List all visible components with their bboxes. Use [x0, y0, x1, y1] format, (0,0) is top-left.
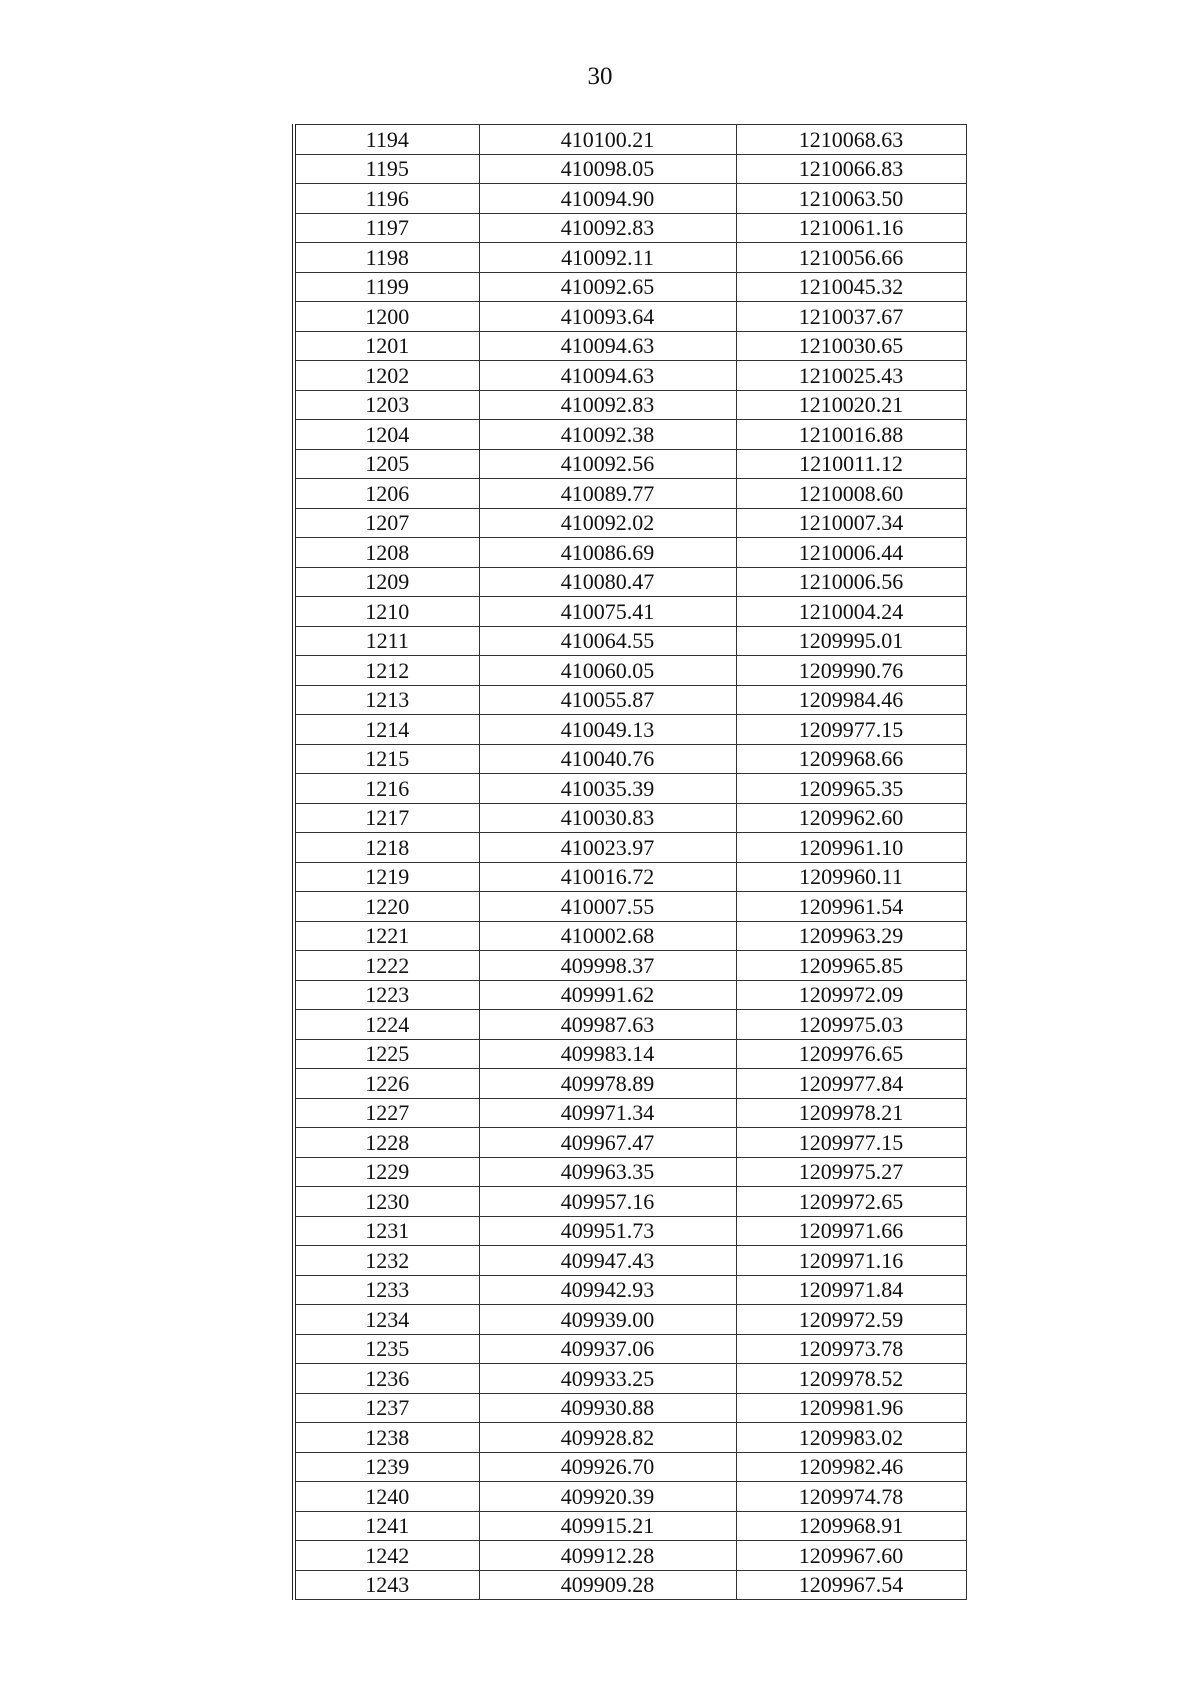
- point-number-cell: 1211: [294, 626, 479, 656]
- x-coordinate-cell: 409937.06: [479, 1334, 736, 1364]
- x-coordinate-cell: 410023.97: [479, 833, 736, 863]
- table-row: [294, 302, 966, 332]
- table-row: [294, 184, 966, 214]
- y-coordinate-cell: 1209978.21: [736, 1098, 966, 1128]
- y-coordinate-cell: 1209960.11: [736, 862, 966, 892]
- table-row: [294, 715, 966, 745]
- table-row: [294, 1541, 966, 1571]
- point-number-cell: 1231: [294, 1216, 479, 1246]
- x-coordinate-cell: 410092.38: [479, 420, 736, 450]
- y-coordinate-cell: 1209972.65: [736, 1187, 966, 1217]
- y-coordinate-cell: 1209990.76: [736, 656, 966, 686]
- point-number-cell: 1230: [294, 1187, 479, 1217]
- point-number-cell: 1200: [294, 302, 479, 332]
- point-number-cell: 1225: [294, 1039, 479, 1069]
- x-coordinate-cell: 410094.90: [479, 184, 736, 214]
- y-coordinate-cell: 1209965.35: [736, 774, 966, 804]
- x-coordinate-cell: 410086.69: [479, 538, 736, 568]
- point-number-cell: 1242: [294, 1541, 479, 1571]
- y-coordinate-cell: 1209975.03: [736, 1010, 966, 1040]
- table-row: [294, 1482, 966, 1512]
- x-coordinate-cell: 409998.37: [479, 951, 736, 981]
- table-row: [294, 1570, 966, 1600]
- y-coordinate-cell: 1209968.91: [736, 1511, 966, 1541]
- page-number: 30: [587, 63, 613, 90]
- table-row: [294, 803, 966, 833]
- point-number-cell: 1228: [294, 1128, 479, 1158]
- y-coordinate-cell: 1210006.44: [736, 538, 966, 568]
- table-row: [294, 1511, 966, 1541]
- table-row: [294, 685, 966, 715]
- point-number-cell: 1206: [294, 479, 479, 509]
- y-coordinate-cell: 1209977.15: [736, 1128, 966, 1158]
- table-row: [294, 1305, 966, 1335]
- y-coordinate-cell: 1209973.78: [736, 1334, 966, 1364]
- table-row: [294, 921, 966, 951]
- table-row: [294, 1393, 966, 1423]
- point-number-cell: 1205: [294, 449, 479, 479]
- x-coordinate-cell: 409942.93: [479, 1275, 736, 1305]
- coordinates-table-body: [294, 125, 966, 1600]
- y-coordinate-cell: 1209967.60: [736, 1541, 966, 1571]
- table-row: [294, 213, 966, 243]
- x-coordinate-cell: 409920.39: [479, 1482, 736, 1512]
- table-row: [294, 420, 966, 450]
- table-row: [294, 1157, 966, 1187]
- point-number-cell: 1210: [294, 597, 479, 627]
- y-coordinate-cell: 1210020.21: [736, 390, 966, 420]
- coordinates-table: [292, 124, 967, 1600]
- table-row: [294, 626, 966, 656]
- y-coordinate-cell: 1209981.96: [736, 1393, 966, 1423]
- y-coordinate-cell: 1210063.50: [736, 184, 966, 214]
- x-coordinate-cell: 409991.62: [479, 980, 736, 1010]
- table-row: [294, 1423, 966, 1453]
- table-row: [294, 1039, 966, 1069]
- y-coordinate-cell: 1209983.02: [736, 1423, 966, 1453]
- table-row: [294, 980, 966, 1010]
- x-coordinate-cell: 409915.21: [479, 1511, 736, 1541]
- x-coordinate-cell: 409933.25: [479, 1364, 736, 1394]
- point-number-cell: 1220: [294, 892, 479, 922]
- table-row: [294, 567, 966, 597]
- point-number-cell: 1224: [294, 1010, 479, 1040]
- point-number-cell: 1233: [294, 1275, 479, 1305]
- x-coordinate-cell: 410100.21: [479, 125, 736, 155]
- point-number-cell: 1212: [294, 656, 479, 686]
- x-coordinate-cell: 410093.64: [479, 302, 736, 332]
- y-coordinate-cell: 1210004.24: [736, 597, 966, 627]
- y-coordinate-cell: 1209963.29: [736, 921, 966, 951]
- y-coordinate-cell: 1210056.66: [736, 243, 966, 273]
- point-number-cell: 1204: [294, 420, 479, 450]
- table-row: [294, 1010, 966, 1040]
- point-number-cell: 1232: [294, 1246, 479, 1276]
- table-row: [294, 449, 966, 479]
- x-coordinate-cell: 409939.00: [479, 1305, 736, 1335]
- table-row: [294, 1216, 966, 1246]
- x-coordinate-cell: 410098.05: [479, 154, 736, 184]
- point-number-cell: 1241: [294, 1511, 479, 1541]
- table-row: [294, 390, 966, 420]
- table-row: [294, 833, 966, 863]
- x-coordinate-cell: 409971.34: [479, 1098, 736, 1128]
- point-number-cell: 1215: [294, 744, 479, 774]
- y-coordinate-cell: 1210030.65: [736, 331, 966, 361]
- x-coordinate-cell: 410060.05: [479, 656, 736, 686]
- point-number-cell: 1219: [294, 862, 479, 892]
- point-number-cell: 1196: [294, 184, 479, 214]
- table-row: [294, 1128, 966, 1158]
- x-coordinate-cell: 409978.89: [479, 1069, 736, 1099]
- table-row: [294, 951, 966, 981]
- y-coordinate-cell: 1209965.85: [736, 951, 966, 981]
- y-coordinate-cell: 1210016.88: [736, 420, 966, 450]
- table-row: [294, 361, 966, 391]
- table-row: [294, 1098, 966, 1128]
- x-coordinate-cell: 409930.88: [479, 1393, 736, 1423]
- x-coordinate-cell: 410064.55: [479, 626, 736, 656]
- x-coordinate-cell: 410092.65: [479, 272, 736, 302]
- point-number-cell: 1213: [294, 685, 479, 715]
- y-coordinate-cell: 1209961.10: [736, 833, 966, 863]
- table-row: [294, 1246, 966, 1276]
- point-number-cell: 1235: [294, 1334, 479, 1364]
- point-number-cell: 1234: [294, 1305, 479, 1335]
- x-coordinate-cell: 410092.11: [479, 243, 736, 273]
- point-number-cell: 1238: [294, 1423, 479, 1453]
- point-number-cell: 1198: [294, 243, 479, 273]
- table-row: [294, 272, 966, 302]
- x-coordinate-cell: 409967.47: [479, 1128, 736, 1158]
- y-coordinate-cell: 1209962.60: [736, 803, 966, 833]
- y-coordinate-cell: 1209961.54: [736, 892, 966, 922]
- table-row: [294, 1452, 966, 1482]
- x-coordinate-cell: 410035.39: [479, 774, 736, 804]
- table-row: [294, 154, 966, 184]
- x-coordinate-cell: 409926.70: [479, 1452, 736, 1482]
- y-coordinate-cell: 1209967.54: [736, 1570, 966, 1600]
- y-coordinate-cell: 1210011.12: [736, 449, 966, 479]
- point-number-cell: 1217: [294, 803, 479, 833]
- y-coordinate-cell: 1209971.66: [736, 1216, 966, 1246]
- x-coordinate-cell: 410049.13: [479, 715, 736, 745]
- table-row: [294, 656, 966, 686]
- table-row: [294, 862, 966, 892]
- point-number-cell: 1216: [294, 774, 479, 804]
- x-coordinate-cell: 410080.47: [479, 567, 736, 597]
- x-coordinate-cell: 410092.56: [479, 449, 736, 479]
- table-row: [294, 597, 966, 627]
- y-coordinate-cell: 1210008.60: [736, 479, 966, 509]
- y-coordinate-cell: 1209978.52: [736, 1364, 966, 1394]
- y-coordinate-cell: 1209977.84: [736, 1069, 966, 1099]
- point-number-cell: 1201: [294, 331, 479, 361]
- y-coordinate-cell: 1209975.27: [736, 1157, 966, 1187]
- y-coordinate-cell: 1209977.15: [736, 715, 966, 745]
- y-coordinate-cell: 1210025.43: [736, 361, 966, 391]
- table-row: [294, 479, 966, 509]
- x-coordinate-cell: 410094.63: [479, 361, 736, 391]
- x-coordinate-cell: 410092.02: [479, 508, 736, 538]
- table-row: [294, 508, 966, 538]
- x-coordinate-cell: 410094.63: [479, 331, 736, 361]
- x-coordinate-cell: 409957.16: [479, 1187, 736, 1217]
- y-coordinate-cell: 1209976.65: [736, 1039, 966, 1069]
- point-number-cell: 1236: [294, 1364, 479, 1394]
- y-coordinate-cell: 1209995.01: [736, 626, 966, 656]
- x-coordinate-cell: 410016.72: [479, 862, 736, 892]
- point-number-cell: 1239: [294, 1452, 479, 1482]
- point-number-cell: 1208: [294, 538, 479, 568]
- table-row: [294, 538, 966, 568]
- table-row: [294, 125, 966, 155]
- table-row: [294, 1334, 966, 1364]
- y-coordinate-cell: 1210066.83: [736, 154, 966, 184]
- y-coordinate-cell: 1209972.59: [736, 1305, 966, 1335]
- x-coordinate-cell: 409987.63: [479, 1010, 736, 1040]
- y-coordinate-cell: 1209968.66: [736, 744, 966, 774]
- point-number-cell: 1227: [294, 1098, 479, 1128]
- table-row: [294, 774, 966, 804]
- point-number-cell: 1226: [294, 1069, 479, 1099]
- x-coordinate-cell: 409909.28: [479, 1570, 736, 1600]
- point-number-cell: 1207: [294, 508, 479, 538]
- table-row: [294, 1275, 966, 1305]
- point-number-cell: 1195: [294, 154, 479, 184]
- y-coordinate-cell: 1209974.78: [736, 1482, 966, 1512]
- x-coordinate-cell: 409912.28: [479, 1541, 736, 1571]
- x-coordinate-cell: 410089.77: [479, 479, 736, 509]
- point-number-cell: 1194: [294, 125, 479, 155]
- x-coordinate-cell: 410002.68: [479, 921, 736, 951]
- y-coordinate-cell: 1209982.46: [736, 1452, 966, 1482]
- x-coordinate-cell: 409963.35: [479, 1157, 736, 1187]
- table-row: [294, 892, 966, 922]
- point-number-cell: 1214: [294, 715, 479, 745]
- y-coordinate-cell: 1209984.46: [736, 685, 966, 715]
- table-row: [294, 744, 966, 774]
- point-number-cell: 1209: [294, 567, 479, 597]
- y-coordinate-cell: 1209971.16: [736, 1246, 966, 1276]
- y-coordinate-cell: 1210068.63: [736, 125, 966, 155]
- y-coordinate-cell: 1210037.67: [736, 302, 966, 332]
- point-number-cell: 1203: [294, 390, 479, 420]
- x-coordinate-cell: 409928.82: [479, 1423, 736, 1453]
- point-number-cell: 1197: [294, 213, 479, 243]
- table-row: [294, 1069, 966, 1099]
- point-number-cell: 1240: [294, 1482, 479, 1512]
- table-row: [294, 243, 966, 273]
- y-coordinate-cell: 1209972.09: [736, 980, 966, 1010]
- x-coordinate-cell: 409947.43: [479, 1246, 736, 1276]
- x-coordinate-cell: 410007.55: [479, 892, 736, 922]
- x-coordinate-cell: 410030.83: [479, 803, 736, 833]
- point-number-cell: 1218: [294, 833, 479, 863]
- y-coordinate-cell: 1210006.56: [736, 567, 966, 597]
- point-number-cell: 1202: [294, 361, 479, 391]
- x-coordinate-cell: 409983.14: [479, 1039, 736, 1069]
- x-coordinate-cell: 410092.83: [479, 390, 736, 420]
- point-number-cell: 1237: [294, 1393, 479, 1423]
- point-number-cell: 1243: [294, 1570, 479, 1600]
- x-coordinate-cell: 410055.87: [479, 685, 736, 715]
- y-coordinate-cell: 1210045.32: [736, 272, 966, 302]
- table-row: [294, 331, 966, 361]
- point-number-cell: 1229: [294, 1157, 479, 1187]
- y-coordinate-cell: 1210061.16: [736, 213, 966, 243]
- point-number-cell: 1221: [294, 921, 479, 951]
- y-coordinate-cell: 1210007.34: [736, 508, 966, 538]
- x-coordinate-cell: 410040.76: [479, 744, 736, 774]
- point-number-cell: 1199: [294, 272, 479, 302]
- x-coordinate-cell: 409951.73: [479, 1216, 736, 1246]
- point-number-cell: 1223: [294, 980, 479, 1010]
- table-row: [294, 1187, 966, 1217]
- y-coordinate-cell: 1209971.84: [736, 1275, 966, 1305]
- x-coordinate-cell: 410092.83: [479, 213, 736, 243]
- table-row: [294, 1364, 966, 1394]
- point-number-cell: 1222: [294, 951, 479, 981]
- x-coordinate-cell: 410075.41: [479, 597, 736, 627]
